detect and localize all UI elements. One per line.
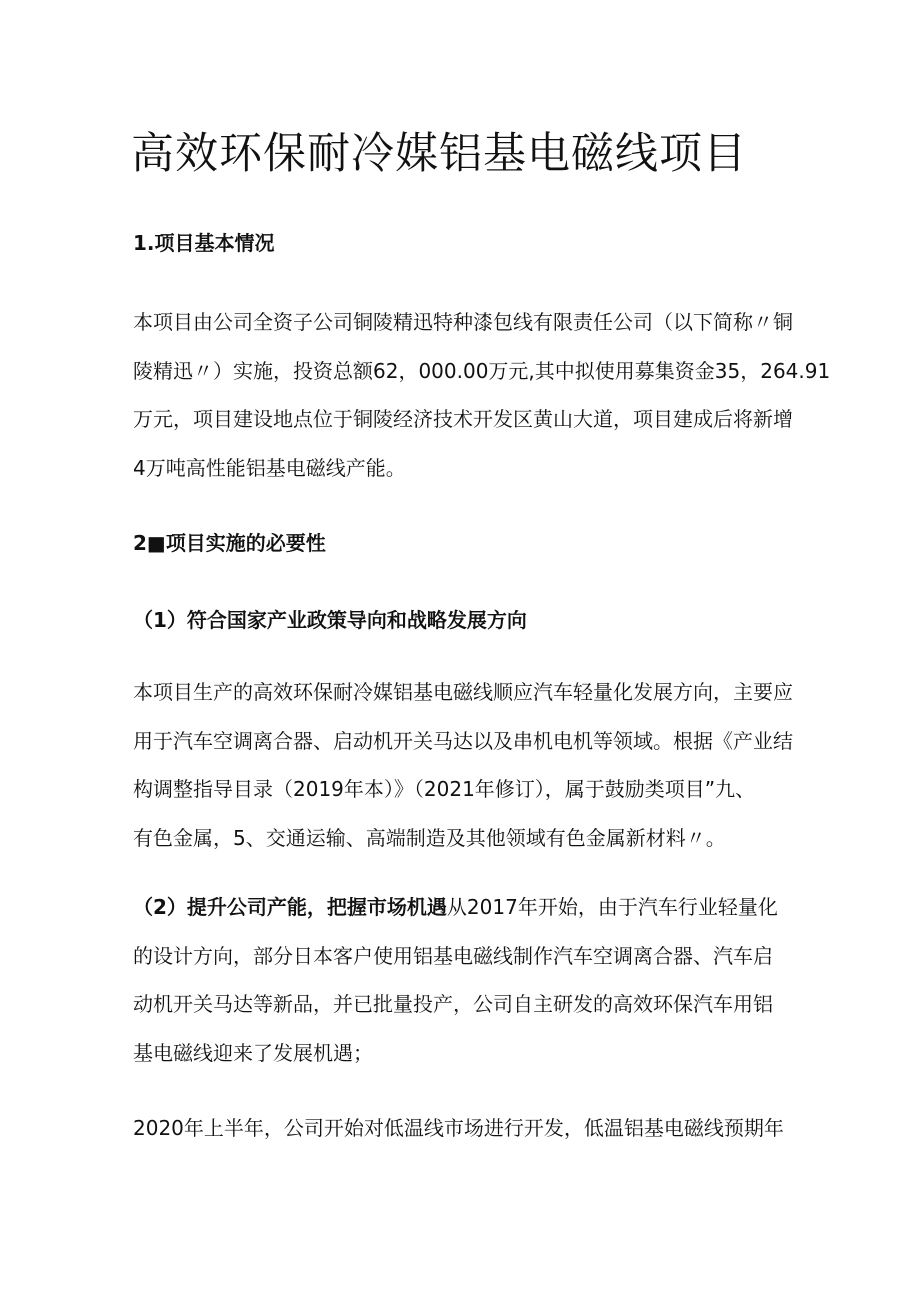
- paragraph-line: 的设计方向，部分日本客户使用铝基电磁线制作汽车空调离合器、汽车启: [133, 943, 773, 968]
- subsection-1-heading: （1）符合国家产业政策导向和战略发展方向: [133, 608, 527, 632]
- subsection-2-paragraph: [133, 883, 793, 1077]
- paragraph-line: 基电磁线迎来了发展机遇；: [133, 1040, 373, 1065]
- paragraph-line: 陵精迅〃）实施，投资总额62，000.00万元,其中拟使用募集资金35，264.91: [133, 358, 831, 383]
- paragraph-line: 用于汽车空调离合器、启动机开关马达以及串机电机等领域。根据《产业结: [133, 728, 793, 753]
- subsection-1-paragraph: [133, 668, 793, 862]
- section-1-paragraph: [133, 298, 831, 492]
- section-1-heading: 1.项目基本情况: [133, 231, 275, 255]
- document-title: 高效环保耐冷媒铝基电磁线项目: [131, 129, 747, 179]
- section-2-heading: 2■项目实施的必要性: [133, 531, 326, 555]
- paragraph-line: 有色金属，5、交通运输、高端制造及其他领域有色金属新材料〃。: [133, 825, 726, 850]
- paragraph-line: 本项目生产的高效环保耐冷媒铝基电磁线顺应汽车轻量化发展方向，主要应: [133, 680, 793, 704]
- subsection-2-continuation-paragraph: [133, 1104, 793, 1153]
- paragraph-first-line: [133, 883, 793, 932]
- paragraph-line: 本项目由公司全资子公司铜陵精迅特种漆包线有限责任公司（以下简称〃铜: [133, 310, 793, 334]
- paragraph-line: 动机开关马达等新品，并已批量投产，公司自主研发的高效环保汽车用铝: [133, 992, 773, 1016]
- paragraph-first-line-text: 从2017年开始，由于汽车行业轻量化: [446, 895, 778, 919]
- subsection-2-heading: （2）提升公司产能，把握市场机遇: [133, 895, 447, 919]
- paragraph-line: 万元，项目建设地点位于铜陵经济技术开发区黄山大道，项目建成后将新增: [133, 407, 793, 431]
- paragraph-line: 4万吨高性能铝基电磁线产能。: [133, 455, 406, 480]
- paragraph-line: 2020年上半年，公司开始对低温线市场进行开发，低温铝基电磁线预期年: [133, 1116, 784, 1140]
- paragraph-line: 构调整指导目录（2019年本）》（2021年修订），属于鼓励类项目”九、: [133, 777, 756, 801]
